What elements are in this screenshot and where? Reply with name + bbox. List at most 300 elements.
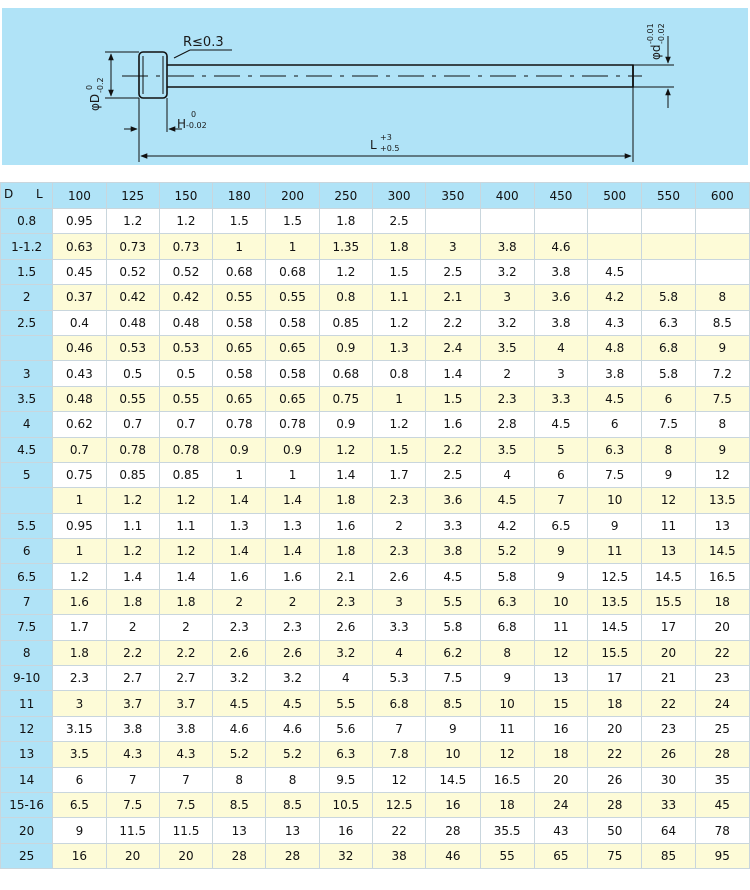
value-cell: 1.4 bbox=[319, 462, 372, 487]
value-cell: 9 bbox=[534, 539, 587, 564]
svg-text:-0.02: -0.02 bbox=[186, 121, 207, 130]
value-cell: 6.3 bbox=[480, 589, 534, 614]
value-cell: 4.6 bbox=[213, 716, 266, 741]
value-cell: 1.2 bbox=[159, 539, 212, 564]
value-cell: 0.37 bbox=[53, 285, 106, 310]
value-cell: 4.2 bbox=[588, 285, 642, 310]
value-cell: 8 bbox=[695, 412, 749, 437]
value-cell: 18 bbox=[534, 742, 587, 767]
value-cell: 8 bbox=[266, 767, 319, 792]
value-cell: 20 bbox=[695, 615, 749, 640]
value-cell: 0.4 bbox=[53, 310, 106, 335]
row-diameter-cell: 4.5 bbox=[1, 437, 53, 462]
value-cell: 5.8 bbox=[642, 285, 695, 310]
value-cell bbox=[695, 234, 749, 259]
value-cell: 4.2 bbox=[480, 513, 534, 538]
value-cell: 0.75 bbox=[319, 386, 372, 411]
value-cell: 6 bbox=[53, 767, 106, 792]
row-diameter-cell: 6 bbox=[1, 539, 53, 564]
shaft-diameter-label bbox=[646, 23, 666, 60]
value-cell: 28 bbox=[426, 818, 480, 843]
value-cell: 1.2 bbox=[106, 488, 159, 513]
value-cell: 1.8 bbox=[319, 209, 372, 234]
corner-cell bbox=[1, 183, 53, 209]
table-row bbox=[1, 716, 750, 741]
value-cell: 1.8 bbox=[159, 589, 212, 614]
value-cell: 3 bbox=[372, 589, 425, 614]
value-cell: 1.3 bbox=[372, 335, 425, 360]
value-cell: 9 bbox=[695, 335, 749, 360]
value-cell: 5.5 bbox=[319, 691, 372, 716]
value-cell: 0.55 bbox=[213, 285, 266, 310]
row-diameter-cell: 13 bbox=[1, 742, 53, 767]
value-cell: 1 bbox=[266, 462, 319, 487]
column-header: 125 bbox=[106, 183, 159, 209]
svg-text:+3: +3 bbox=[380, 133, 392, 142]
value-cell: 1.8 bbox=[319, 539, 372, 564]
value-cell bbox=[588, 209, 642, 234]
value-cell: 75 bbox=[588, 843, 642, 868]
value-cell: 16 bbox=[319, 818, 372, 843]
row-diameter-cell: 4 bbox=[1, 412, 53, 437]
value-cell: 14.5 bbox=[642, 564, 695, 589]
svg-text:0: 0 bbox=[85, 84, 94, 90]
value-cell: 26 bbox=[642, 742, 695, 767]
value-cell: 0.55 bbox=[266, 285, 319, 310]
value-cell: 3.2 bbox=[213, 666, 266, 691]
value-cell: 17 bbox=[642, 615, 695, 640]
value-cell: 2.7 bbox=[106, 666, 159, 691]
value-cell: 2 bbox=[159, 615, 212, 640]
value-cell: 4.8 bbox=[588, 335, 642, 360]
value-cell: 2.3 bbox=[53, 666, 106, 691]
value-cell: 16 bbox=[534, 716, 587, 741]
value-cell: 7 bbox=[372, 716, 425, 741]
value-cell: 7.5 bbox=[588, 462, 642, 487]
table-row bbox=[1, 691, 750, 716]
row-diameter-cell: 1-1.2 bbox=[1, 234, 53, 259]
table-row bbox=[1, 818, 750, 843]
value-cell: 15.5 bbox=[642, 589, 695, 614]
value-cell: 1 bbox=[213, 234, 266, 259]
value-cell: 4 bbox=[372, 640, 425, 665]
column-header: 250 bbox=[319, 183, 372, 209]
value-cell: 2 bbox=[372, 513, 425, 538]
table-row bbox=[1, 589, 750, 614]
value-cell: 0.42 bbox=[159, 285, 212, 310]
value-cell: 2 bbox=[106, 615, 159, 640]
value-cell: 2 bbox=[266, 589, 319, 614]
table-row bbox=[1, 412, 750, 437]
svg-text:H: H bbox=[177, 117, 187, 131]
value-cell: 0.78 bbox=[159, 437, 212, 462]
value-cell: 0.85 bbox=[159, 462, 212, 487]
value-cell: 7.5 bbox=[695, 386, 749, 411]
value-cell: 6 bbox=[588, 412, 642, 437]
value-cell: 2.3 bbox=[213, 615, 266, 640]
value-cell: 3.2 bbox=[480, 259, 534, 284]
value-cell: 2.6 bbox=[213, 640, 266, 665]
value-cell: 10.5 bbox=[319, 792, 372, 817]
value-cell: 10 bbox=[534, 589, 587, 614]
value-cell: 0.95 bbox=[53, 513, 106, 538]
value-cell: 1.7 bbox=[372, 462, 425, 487]
row-diameter-cell: 3 bbox=[1, 361, 53, 386]
value-cell: 1.2 bbox=[159, 488, 212, 513]
value-cell: 4.3 bbox=[106, 742, 159, 767]
value-cell: 26 bbox=[588, 767, 642, 792]
value-cell: 0.42 bbox=[106, 285, 159, 310]
value-cell bbox=[695, 209, 749, 234]
column-header: 600 bbox=[695, 183, 749, 209]
table-row bbox=[1, 513, 750, 538]
value-cell: 0.8 bbox=[372, 361, 425, 386]
value-cell: 0.68 bbox=[319, 361, 372, 386]
value-cell: 7 bbox=[534, 488, 587, 513]
value-cell: 2.2 bbox=[426, 310, 480, 335]
value-cell: 0.75 bbox=[53, 462, 106, 487]
value-cell: 1.4 bbox=[426, 361, 480, 386]
value-cell: 2.1 bbox=[319, 564, 372, 589]
value-cell: 28 bbox=[266, 843, 319, 868]
value-cell: 3.2 bbox=[480, 310, 534, 335]
value-cell: 15 bbox=[534, 691, 587, 716]
table-row bbox=[1, 361, 750, 386]
row-diameter-cell: 1.5 bbox=[1, 259, 53, 284]
value-cell: 0.52 bbox=[106, 259, 159, 284]
value-cell bbox=[642, 234, 695, 259]
value-cell: 0.68 bbox=[213, 259, 266, 284]
value-cell: 1.6 bbox=[266, 564, 319, 589]
value-cell: 0.85 bbox=[319, 310, 372, 335]
value-cell: 2.8 bbox=[480, 412, 534, 437]
value-cell: 3.2 bbox=[266, 666, 319, 691]
value-cell: 3.6 bbox=[534, 285, 587, 310]
value-cell: 12.5 bbox=[588, 564, 642, 589]
outer-diameter-label bbox=[85, 77, 105, 111]
value-cell: 3.8 bbox=[106, 716, 159, 741]
value-cell: 5.8 bbox=[642, 361, 695, 386]
value-cell: 0.7 bbox=[106, 412, 159, 437]
value-cell: 6.5 bbox=[53, 792, 106, 817]
value-cell: 5.2 bbox=[266, 742, 319, 767]
value-cell: 1.1 bbox=[159, 513, 212, 538]
value-cell: 2.2 bbox=[159, 640, 212, 665]
value-cell: 0.58 bbox=[266, 361, 319, 386]
value-cell: 13 bbox=[266, 818, 319, 843]
svg-text:φd: φd bbox=[649, 44, 663, 60]
value-cell: 65 bbox=[534, 843, 587, 868]
value-cell: 12 bbox=[372, 767, 425, 792]
value-cell: 4.5 bbox=[426, 564, 480, 589]
column-header: 400 bbox=[480, 183, 534, 209]
value-cell: 32 bbox=[319, 843, 372, 868]
value-cell: 0.55 bbox=[159, 386, 212, 411]
svg-text:-0.01: -0.01 bbox=[646, 23, 655, 44]
value-cell: 1.5 bbox=[372, 437, 425, 462]
value-cell: 0.46 bbox=[53, 335, 106, 360]
value-cell: 14.5 bbox=[588, 615, 642, 640]
value-cell: 0.78 bbox=[106, 437, 159, 462]
value-cell: 20 bbox=[106, 843, 159, 868]
value-cell: 4 bbox=[480, 462, 534, 487]
svg-text:-0.02: -0.02 bbox=[657, 23, 666, 44]
value-cell: 16.5 bbox=[480, 767, 534, 792]
value-cell: 50 bbox=[588, 818, 642, 843]
value-cell: 1.5 bbox=[426, 386, 480, 411]
value-cell: 1.2 bbox=[159, 209, 212, 234]
value-cell: 5.2 bbox=[480, 539, 534, 564]
value-cell: 5 bbox=[534, 437, 587, 462]
value-cell: 8 bbox=[642, 437, 695, 462]
value-cell: 2.6 bbox=[266, 640, 319, 665]
value-cell: 10 bbox=[480, 691, 534, 716]
value-cell: 6.8 bbox=[642, 335, 695, 360]
value-cell: 4.3 bbox=[159, 742, 212, 767]
value-cell: 22 bbox=[642, 691, 695, 716]
value-cell: 2.3 bbox=[319, 589, 372, 614]
value-cell: 55 bbox=[480, 843, 534, 868]
value-cell: 7 bbox=[159, 767, 212, 792]
column-header: 350 bbox=[426, 183, 480, 209]
value-cell: 12 bbox=[695, 462, 749, 487]
head-thickness-label bbox=[177, 110, 207, 131]
value-cell bbox=[534, 209, 587, 234]
value-cell: 4.5 bbox=[588, 259, 642, 284]
value-cell: 9 bbox=[426, 716, 480, 741]
value-cell: 12 bbox=[480, 742, 534, 767]
value-cell: 1.5 bbox=[266, 209, 319, 234]
value-cell: 1.2 bbox=[106, 209, 159, 234]
value-cell: 3.8 bbox=[534, 310, 587, 335]
table-row bbox=[1, 615, 750, 640]
table-row bbox=[1, 666, 750, 691]
table-row bbox=[1, 386, 750, 411]
value-cell: 1.8 bbox=[372, 234, 425, 259]
value-cell bbox=[642, 259, 695, 284]
value-cell: 10 bbox=[588, 488, 642, 513]
table-row bbox=[1, 843, 750, 868]
value-cell: 18 bbox=[588, 691, 642, 716]
value-cell: 4.5 bbox=[534, 412, 587, 437]
value-cell: 0.48 bbox=[53, 386, 106, 411]
value-cell: 9 bbox=[642, 462, 695, 487]
value-cell: 2.2 bbox=[426, 437, 480, 462]
value-cell: 2.4 bbox=[426, 335, 480, 360]
value-cell: 11 bbox=[588, 539, 642, 564]
value-cell: 2.2 bbox=[106, 640, 159, 665]
value-cell: 64 bbox=[642, 818, 695, 843]
value-cell: 7.5 bbox=[642, 412, 695, 437]
column-header: 100 bbox=[53, 183, 106, 209]
pin-spec-table bbox=[0, 182, 750, 869]
value-cell: 8.5 bbox=[426, 691, 480, 716]
table-row bbox=[1, 310, 750, 335]
table-row bbox=[1, 539, 750, 564]
value-cell: 0.53 bbox=[159, 335, 212, 360]
column-header: 450 bbox=[534, 183, 587, 209]
value-cell: 3.3 bbox=[372, 615, 425, 640]
row-diameter-cell: 8 bbox=[1, 640, 53, 665]
value-cell: 0.9 bbox=[319, 335, 372, 360]
value-cell: 9 bbox=[588, 513, 642, 538]
value-cell: 1.2 bbox=[106, 539, 159, 564]
row-diameter-cell: 5 bbox=[1, 462, 53, 487]
value-cell: 2 bbox=[213, 589, 266, 614]
value-cell: 11.5 bbox=[106, 818, 159, 843]
value-cell: 6.8 bbox=[372, 691, 425, 716]
value-cell: 1 bbox=[372, 386, 425, 411]
value-cell: 0.95 bbox=[53, 209, 106, 234]
value-cell: 0.78 bbox=[266, 412, 319, 437]
value-cell: 30 bbox=[642, 767, 695, 792]
value-cell: 0.62 bbox=[53, 412, 106, 437]
value-cell: 4.5 bbox=[480, 488, 534, 513]
svg-text:0: 0 bbox=[191, 110, 197, 119]
value-cell: 7.5 bbox=[106, 792, 159, 817]
row-diameter-cell: 11 bbox=[1, 691, 53, 716]
value-cell: 4.6 bbox=[534, 234, 587, 259]
value-cell: 11 bbox=[534, 615, 587, 640]
table-row bbox=[1, 640, 750, 665]
header-row bbox=[1, 183, 750, 209]
value-cell: 1.2 bbox=[319, 437, 372, 462]
value-cell: 3.5 bbox=[480, 335, 534, 360]
value-cell: 0.43 bbox=[53, 361, 106, 386]
value-cell: 5.6 bbox=[319, 716, 372, 741]
value-cell: 2.1 bbox=[426, 285, 480, 310]
svg-text:+0.5: +0.5 bbox=[380, 144, 400, 153]
value-cell: 3.2 bbox=[319, 640, 372, 665]
value-cell: 23 bbox=[642, 716, 695, 741]
value-cell: 1.8 bbox=[53, 640, 106, 665]
value-cell: 5.3 bbox=[372, 666, 425, 691]
value-cell: 3 bbox=[426, 234, 480, 259]
value-cell: 1.6 bbox=[319, 513, 372, 538]
value-cell: 0.45 bbox=[53, 259, 106, 284]
value-cell: 0.8 bbox=[319, 285, 372, 310]
value-cell: 1 bbox=[53, 488, 106, 513]
value-cell: 3.5 bbox=[53, 742, 106, 767]
value-cell: 1 bbox=[266, 234, 319, 259]
value-cell: 2.7 bbox=[159, 666, 212, 691]
value-cell: 95 bbox=[695, 843, 749, 868]
value-cell: 1.4 bbox=[106, 564, 159, 589]
value-cell: 0.55 bbox=[106, 386, 159, 411]
value-cell: 1.8 bbox=[319, 488, 372, 513]
value-cell: 22 bbox=[372, 818, 425, 843]
value-cell: 12 bbox=[534, 640, 587, 665]
value-cell: 22 bbox=[695, 640, 749, 665]
value-cell: 13.5 bbox=[588, 589, 642, 614]
value-cell: 7.8 bbox=[372, 742, 425, 767]
row-diameter-cell: 2 bbox=[1, 285, 53, 310]
value-cell: 2.5 bbox=[426, 462, 480, 487]
value-cell: 3.8 bbox=[159, 716, 212, 741]
value-cell: 28 bbox=[695, 742, 749, 767]
row-diameter-cell: 0.8 bbox=[1, 209, 53, 234]
value-cell: 24 bbox=[695, 691, 749, 716]
value-cell: 0.48 bbox=[106, 310, 159, 335]
row-diameter-cell: 2.5 bbox=[1, 310, 53, 335]
table-row bbox=[1, 234, 750, 259]
value-cell: 1 bbox=[53, 539, 106, 564]
table-row bbox=[1, 285, 750, 310]
pin-dimension-diagram bbox=[2, 8, 748, 165]
table-row bbox=[1, 209, 750, 234]
table-row bbox=[1, 742, 750, 767]
svg-text:-0.2: -0.2 bbox=[96, 77, 105, 93]
value-cell: 25 bbox=[695, 716, 749, 741]
value-cell: 16 bbox=[53, 843, 106, 868]
row-diameter-cell bbox=[1, 488, 53, 513]
value-cell: 4 bbox=[319, 666, 372, 691]
value-cell: 13 bbox=[213, 818, 266, 843]
value-cell: 0.9 bbox=[266, 437, 319, 462]
value-cell bbox=[480, 209, 534, 234]
length-label bbox=[370, 133, 399, 153]
value-cell: 1.35 bbox=[319, 234, 372, 259]
value-cell: 3 bbox=[53, 691, 106, 716]
value-cell: 3.15 bbox=[53, 716, 106, 741]
value-cell: 38 bbox=[372, 843, 425, 868]
value-cell: 1.4 bbox=[213, 539, 266, 564]
value-cell: 5.8 bbox=[426, 615, 480, 640]
table-row bbox=[1, 335, 750, 360]
value-cell: 2.6 bbox=[372, 564, 425, 589]
value-cell: 3 bbox=[480, 285, 534, 310]
value-cell: 24 bbox=[534, 792, 587, 817]
table-row bbox=[1, 462, 750, 487]
value-cell: 11.5 bbox=[159, 818, 212, 843]
value-cell: 4.3 bbox=[588, 310, 642, 335]
value-cell: 1.4 bbox=[213, 488, 266, 513]
value-cell: 15.5 bbox=[588, 640, 642, 665]
value-cell: 8 bbox=[480, 640, 534, 665]
value-cell: 23 bbox=[695, 666, 749, 691]
value-cell: 1.6 bbox=[53, 589, 106, 614]
value-cell: 0.65 bbox=[213, 386, 266, 411]
value-cell: 20 bbox=[534, 767, 587, 792]
value-cell: 20 bbox=[588, 716, 642, 741]
value-cell: 0.9 bbox=[319, 412, 372, 437]
corner-d-label: D bbox=[4, 187, 14, 201]
value-cell: 0.65 bbox=[213, 335, 266, 360]
value-cell: 2.3 bbox=[266, 615, 319, 640]
value-cell: 0.52 bbox=[159, 259, 212, 284]
value-cell: 78 bbox=[695, 818, 749, 843]
value-cell: 0.7 bbox=[159, 412, 212, 437]
value-cell: 1.2 bbox=[53, 564, 106, 589]
value-cell: 1.1 bbox=[106, 513, 159, 538]
value-cell: 0.5 bbox=[106, 361, 159, 386]
value-cell: 21 bbox=[642, 666, 695, 691]
value-cell: 5.2 bbox=[213, 742, 266, 767]
row-diameter-cell: 14 bbox=[1, 767, 53, 792]
value-cell: 3.8 bbox=[480, 234, 534, 259]
value-cell: 35.5 bbox=[480, 818, 534, 843]
value-cell: 20 bbox=[159, 843, 212, 868]
value-cell: 7 bbox=[106, 767, 159, 792]
value-cell: 10 bbox=[426, 742, 480, 767]
corner-l-label: L bbox=[36, 187, 43, 201]
value-cell: 6.3 bbox=[642, 310, 695, 335]
row-diameter-cell: 15-16 bbox=[1, 792, 53, 817]
value-cell: 2.3 bbox=[372, 488, 425, 513]
value-cell: 7.2 bbox=[695, 361, 749, 386]
value-cell: 18 bbox=[480, 792, 534, 817]
value-cell bbox=[426, 209, 480, 234]
